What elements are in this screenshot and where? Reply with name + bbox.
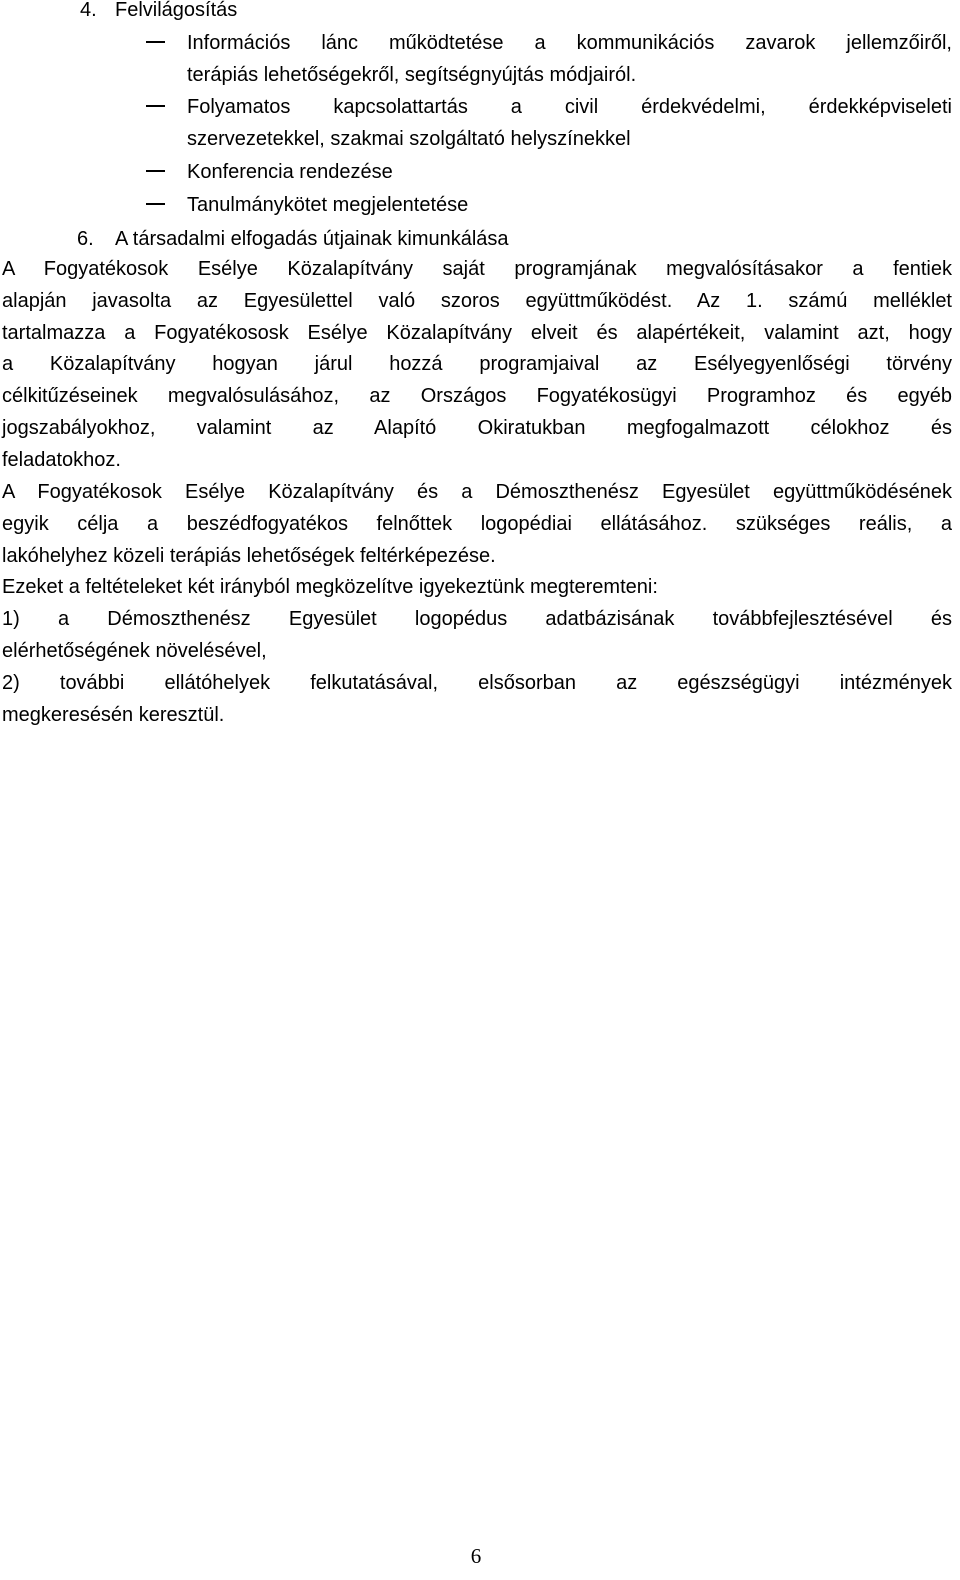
paragraph-line: egyik célja a beszédfogyatékos felnőttek logopédiai ellátásához. szükséges reális, a [2, 512, 952, 535]
section-4-title: Felvilágosítás [115, 0, 238, 21]
numbered-paragraph [2, 668, 952, 732]
section-6-title: A társadalmi elfogadás útjainak kimunkálása [115, 228, 509, 250]
paragraph-line: a Közalapítvány hogyan járul hozzá programjaival az Esélyegyenlőségi törvény [2, 353, 952, 376]
list-item-line: szervezetekkel, szakmai szolgáltató helyszínekkel [187, 128, 631, 150]
paragraph-line: feladatokhoz. [2, 448, 121, 471]
paragraph [2, 477, 952, 572]
dash-bullet-icon [146, 41, 165, 43]
list-item [146, 189, 952, 221]
list-item-line: Folyamatos kapcsolattartás a civil érdekvédelmi, érdekképviseleti [187, 96, 952, 118]
dash-bullet-icon [146, 170, 165, 172]
list-item [146, 27, 952, 91]
paragraph-line: megkeresésén keresztül. [2, 703, 225, 726]
dash-bullet-icon [146, 203, 165, 205]
paragraph-line: tartalmazza a Fogyatékososk Esélye Közalapítvány elveit és alapértékeit, valamint azt, hogy [2, 321, 952, 344]
paragraph-line: lakóhelyhez közeli terápiás lehetőségek feltérképezése. [2, 544, 496, 567]
section-6-number: 6. [77, 228, 94, 250]
paragraph-line: 2) további ellátóhelyek felkutatásával, elsősorban az egészségügyi intézmények [2, 672, 952, 694]
list-item-text [187, 189, 952, 221]
paragraph [2, 254, 952, 477]
list-item-line: Tanulmánykötet megjelentetése [187, 194, 469, 216]
numbered-paragraph [2, 604, 952, 668]
list-item-line: Konferencia rendezése [187, 161, 393, 183]
section-6-heading [77, 227, 509, 251]
paragraph-line: A Fogyatékosok Esélye Közalapítvány és a Démoszthenész Egyesület együttműködésének [2, 481, 952, 503]
list-item [146, 156, 952, 188]
list-item-text [187, 156, 952, 188]
paragraph-line: elérhetőségének növelésével, [2, 639, 267, 662]
section-4-number: 4. [80, 0, 97, 21]
section-4-heading [80, 0, 237, 22]
list-item-line: terápiás lehetőségekről, segítségnyújtás módjairól. [187, 64, 637, 86]
paragraph-line: jogszabályokhoz, valamint az Alapító Okiratukban megfogalmazott célokhoz és [2, 416, 952, 439]
page-number: 6 [470, 1544, 482, 1568]
paragraph-line: A Fogyatékosok Esélye Közalapítvány saját programjának megvalósításakor a fentiek [2, 258, 952, 280]
list-item-line: Információs lánc működtetése a kommunikációs zavarok jellemzőiről, [187, 32, 952, 54]
paragraph-line: alapján javasolta az Egyesülettel való szoros együttműködést. Az 1. számú melléklet [2, 289, 952, 312]
list-item-text [187, 91, 952, 155]
paragraph-line: 1) a Démoszthenész Egyesület logopédus adatbázisának továbbfejlesztésével és [2, 608, 952, 630]
paragraph-line: célkitűzéseinek megvalósulásához, az Országos Fogyatékosügyi Programhoz és egyéb [2, 385, 952, 408]
paragraph [2, 572, 952, 604]
list-item [146, 91, 952, 155]
list-item-text [187, 27, 952, 91]
paragraph-line: Ezeket a feltételeket két irányból megközelítve igyekeztünk megteremteni: [2, 576, 658, 598]
dash-bullet-icon [146, 105, 165, 107]
